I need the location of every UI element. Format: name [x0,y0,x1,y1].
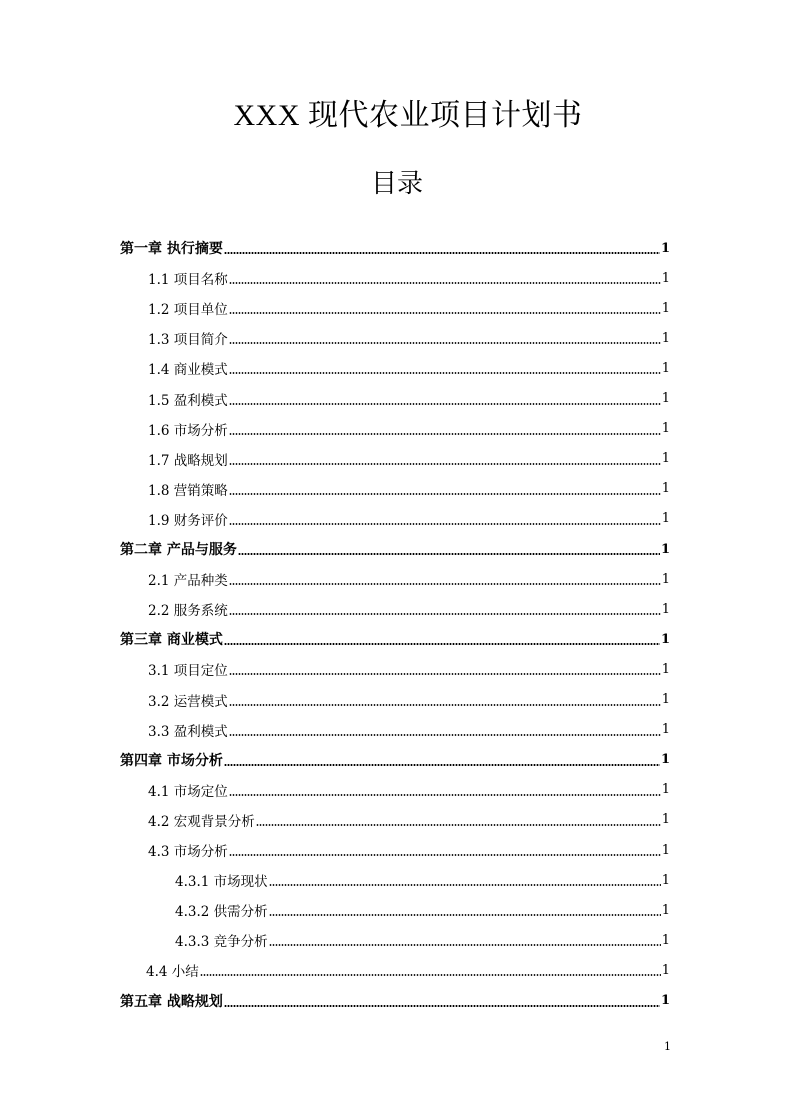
toc-entry-label: 4.2 宏观背景分析 [148,813,255,830]
toc-entry-label: 4.3.2 供需分析 [175,904,268,921]
toc-section-entry[interactable] [148,353,670,383]
toc-entry-page: 1 [661,360,670,376]
toc-entry-label: 1.9 财务评价 [148,512,228,529]
toc-heading: 目录 [370,169,423,198]
toc-entry-label: 1.6 市场分析 [148,422,228,439]
toc-entry-label: 1.2 项目单位 [148,302,228,319]
toc-entry-page: 1 [661,932,670,948]
toc-entry-label: 1.7 战略规划 [148,452,228,469]
toc-entry-page: 1 [661,722,670,738]
toc-section-entry[interactable] [148,564,670,594]
toc-entry-page: 1 [661,601,670,617]
toc-section-entry[interactable] [148,715,670,745]
toc-entry-page: 1 [661,391,670,406]
toc-entry-page: 1 [661,692,670,707]
toc-section-entry[interactable] [148,654,670,684]
toc-entry-label: 第三章 商业模式 [120,632,223,649]
toc-entry-label: 3.1 项目定位 [148,663,228,680]
toc-section-entry[interactable] [148,474,670,504]
toc-entry-label: 4.3.3 竞争分析 [175,934,268,951]
toc-dot-leader [229,734,661,736]
toc-dot-leader [229,583,661,585]
toc-entry-page: 1 [661,872,670,888]
toc-dot-leader [224,252,660,254]
toc-subsection-entry[interactable] [175,865,670,895]
toc-entry-label: 2.1 产品种类 [148,573,228,590]
toc-entry-label: 4.3.1 市场现状 [175,874,268,891]
toc-section-entry[interactable] [148,323,670,353]
toc-section-entry[interactable] [148,384,670,414]
toc-dot-leader [269,884,661,886]
toc-dot-leader [229,342,661,344]
toc-entry-page: 1 [661,782,670,798]
toc-entry-page: 1 [661,481,670,497]
toc-entry-label: 4.4 小结 [146,964,199,981]
toc-dot-leader [229,433,661,435]
toc-entry-page: 1 [661,330,670,346]
toc-chapter-entry[interactable] [120,624,670,654]
toc-dot-leader [229,523,661,525]
toc-section-entry[interactable] [148,293,670,323]
toc-dot-leader [229,312,661,314]
toc-entry-page: 1 [661,451,670,467]
toc-dot-leader [229,704,661,706]
toc-dot-leader [229,463,661,465]
toc-entry-label: 1.8 营销策略 [148,482,228,499]
toc-entry-label: 4.1 市场定位 [148,783,228,800]
toc-dot-leader [269,914,661,916]
toc-dot-leader [238,553,660,555]
toc-subsection-entry[interactable] [175,925,670,955]
toc-entry-label: 1.1 项目名称 [148,272,228,289]
toc-dot-leader [224,643,660,645]
toc-dot-leader [229,282,661,284]
toc-chapter-entry[interactable] [120,986,670,1016]
toc-entry-label: 1.3 项目简介 [148,332,228,349]
toc-entry-page: 1 [660,240,670,256]
toc-section-entry[interactable] [148,414,670,444]
toc-entry-page: 1 [661,300,670,316]
page-number: 1 [664,1040,671,1053]
toc-entry-label: 第一章 执行摘要 [120,241,223,257]
toc-entry-label: 1.4 商业模式 [148,362,228,379]
toc-entry-page: 1 [660,541,670,557]
toc-dot-leader [229,613,661,615]
toc-dot-leader [229,493,661,495]
toc-entry-page: 1 [661,511,670,527]
toc-entry-label: 第四章 市场分析 [120,752,223,769]
toc-entry-page: 1 [661,270,670,286]
toc-section-entry[interactable] [148,504,670,534]
toc-dot-leader [229,403,661,405]
toc-entry-page: 1 [661,842,670,858]
toc-entry-page: 1 [660,752,670,768]
toc-dot-leader [229,673,661,675]
toc-subsection-entry[interactable] [175,895,670,925]
toc-entry-label: 1.5 盈利模式 [148,392,228,409]
toc-chapter-entry[interactable] [120,233,670,263]
document-title: XXX 现代农业项目计划书 [233,99,583,132]
toc-entry-page: 1 [661,661,670,677]
toc-section-entry[interactable] [148,685,670,715]
toc-chapter-entry[interactable] [120,534,670,564]
toc-entry-page: 1 [661,902,670,918]
toc-section-entry[interactable] [148,263,670,293]
toc-section-entry[interactable] [148,775,670,805]
toc-dot-leader [256,824,661,826]
toc-entry-page: 1 [661,812,670,828]
toc-entry-page: 1 [661,421,670,437]
toc-entry-label: 2.2 服务系统 [148,603,228,620]
toc-entry-label: 第二章 产品与服务 [120,542,237,558]
toc-section-entry[interactable] [148,805,670,835]
toc-section-entry[interactable] [146,955,670,985]
toc-entry-label: 3.3 盈利模式 [148,723,228,740]
toc-dot-leader [224,1005,660,1007]
toc-chapter-entry[interactable] [120,745,670,775]
toc-section-entry[interactable] [148,444,670,474]
toc-entry-page: 1 [660,631,670,647]
toc-entry-label: 第五章 战略规划 [120,993,223,1010]
toc-entry-label: 4.3 市场分析 [148,844,228,860]
toc-entry-label: 3.2 运营模式 [148,693,228,710]
toc-dot-leader [229,794,661,796]
toc-dot-leader [229,854,661,856]
toc-dot-leader [200,974,661,976]
toc-entry-page: 1 [660,993,670,1008]
toc-dot-leader [229,372,661,374]
toc-entry-page: 1 [661,962,670,978]
toc-section-entry[interactable] [148,835,670,865]
toc-dot-leader [224,764,660,766]
toc-entry-page: 1 [661,571,670,587]
toc-dot-leader [269,944,661,946]
toc-section-entry[interactable] [148,594,670,624]
